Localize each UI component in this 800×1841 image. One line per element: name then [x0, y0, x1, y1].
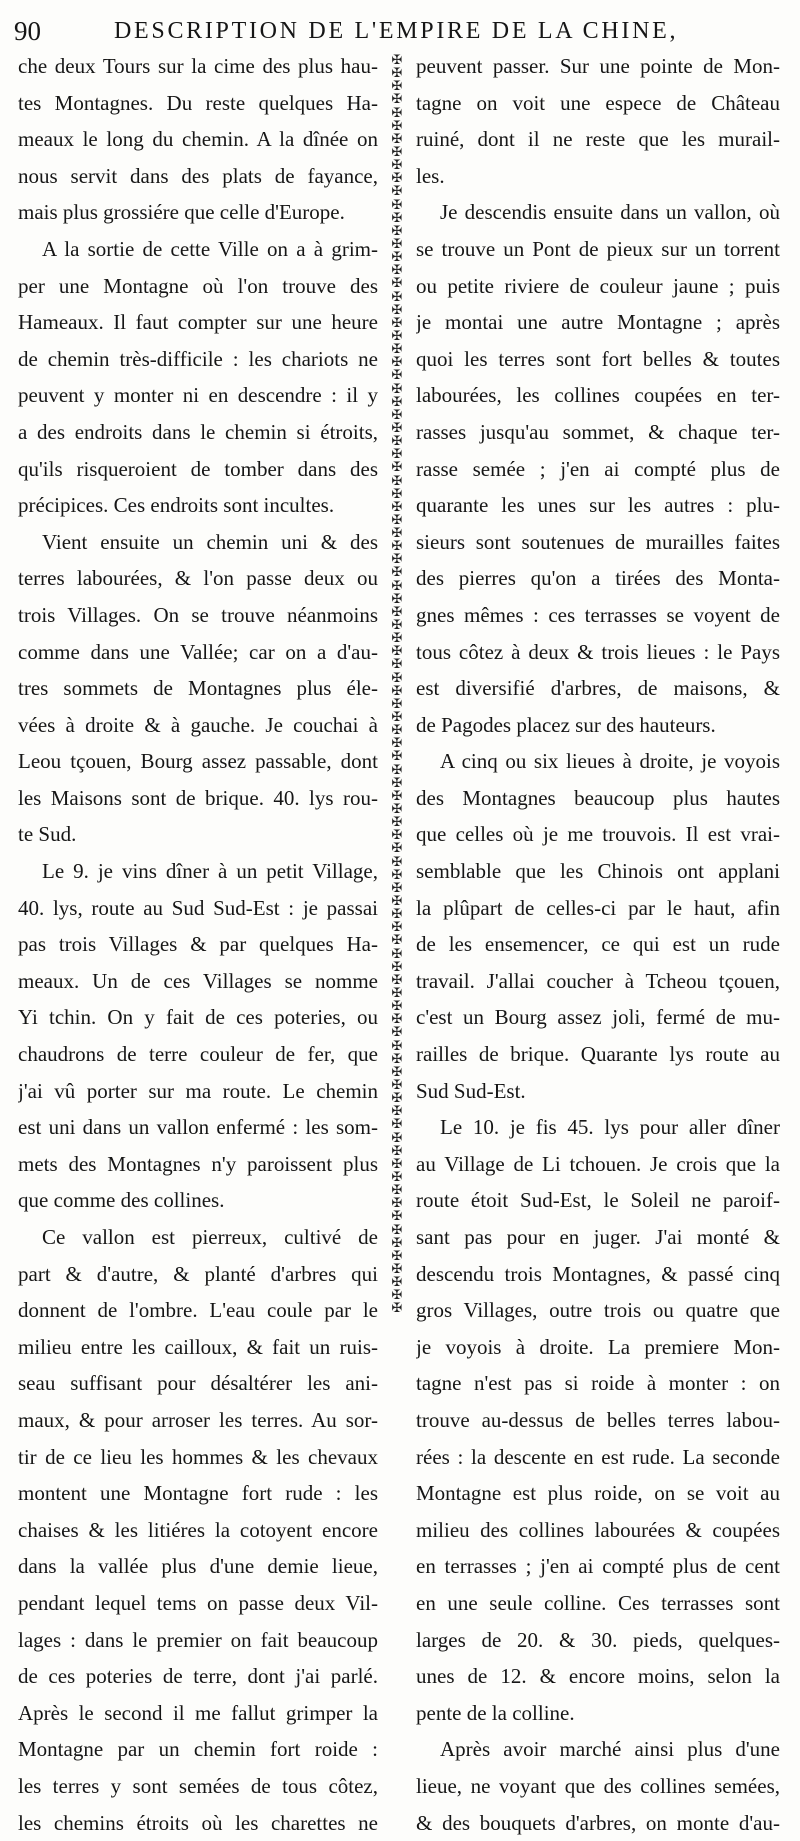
- text-line: Hameaux. Il faut compter sur une heure: [18, 304, 378, 341]
- text-line: gros Villages, outre trois ou quatre que: [416, 1292, 780, 1329]
- ornament-glyph: ✠: [386, 803, 408, 816]
- ornament-glyph: ✠: [386, 238, 408, 251]
- text-line: que celles où je me trouvois. Il est vrai-: [416, 816, 780, 853]
- ornament-glyph: ✠: [386, 225, 408, 238]
- ornament-glyph: ✠: [386, 1250, 408, 1263]
- ornament-glyph: ✠: [386, 1040, 408, 1053]
- ornament-glyph: ✠: [386, 369, 408, 382]
- text-line: tagne on voit une espece de Château: [416, 85, 780, 122]
- text-line: quoi les terres sont fort belles & toutes: [416, 341, 780, 378]
- ornament-glyph: ✠: [386, 356, 408, 369]
- ornament-glyph: ✠: [386, 685, 408, 698]
- text-line: milieu entre les cailloux, & fait un ruis-: [18, 1329, 378, 1366]
- text-line: milieu des collines labourées & coupées: [416, 1512, 780, 1549]
- ornament-glyph: ✠: [386, 264, 408, 277]
- ornament-glyph: ✠: [386, 869, 408, 882]
- ornament-glyph: ✠: [386, 343, 408, 356]
- text-line: maux, & pour arroser les terres. Au sor-: [18, 1402, 378, 1439]
- text-line: ou petite riviere de couleur jaune ; puis: [416, 268, 780, 305]
- ornament-glyph: ✠: [386, 750, 408, 763]
- ornament-glyph: ✠: [386, 1026, 408, 1039]
- text-line: che deux Tours sur la cime des plus hau-: [18, 48, 378, 85]
- text-line: larges de 20. & 30. pieds, quelques-: [416, 1622, 780, 1659]
- ornament-glyph: ✠: [386, 172, 408, 185]
- text-line: A cinq ou six lieues à droite, je voyois: [416, 743, 780, 780]
- ornament-glyph: ✠: [386, 1197, 408, 1210]
- text-line: Sud Sud-Est.: [416, 1073, 780, 1110]
- text-line: terres labourées, & l'on passe deux ou: [18, 560, 378, 597]
- text-line: tous côtez à deux & trois lieues : le Pays: [416, 634, 780, 671]
- right-text-column: [416, 48, 780, 1841]
- text-line: des Montagnes beaucoup plus hautes: [416, 780, 780, 817]
- ornament-glyph: ✠: [386, 658, 408, 671]
- ornament-glyph: ✠: [386, 1079, 408, 1092]
- text-line: montent une Montagne fort rude : les: [18, 1475, 378, 1512]
- ornament-glyph: ✠: [386, 882, 408, 895]
- text-line: sant pas pour en juger. J'ai monté &: [416, 1219, 780, 1256]
- ornament-glyph: ✠: [386, 448, 408, 461]
- text-line: tes Montagnes. Du reste quelques Ha-: [18, 85, 378, 122]
- text-line: meaux. Un de ces Villages se nomme: [18, 963, 378, 1000]
- ornament-glyph: ✠: [386, 1210, 408, 1223]
- ornament-glyph: ✠: [386, 488, 408, 501]
- text-line: est diversifié d'arbres, de maisons, &: [416, 670, 780, 707]
- ornament-glyph: ✠: [386, 593, 408, 606]
- ornament-glyph: ✠: [386, 422, 408, 435]
- text-line: labourées, les collines coupées en ter-: [416, 377, 780, 414]
- text-line: en une seule colline. Ces terrasses sont: [416, 1585, 780, 1622]
- ornament-glyph: ✠: [386, 974, 408, 987]
- ornament-glyph: ✠: [386, 1171, 408, 1184]
- text-line: Yi tchin. On y fait de ces poteries, ou: [18, 999, 378, 1036]
- ornament-glyph: ✠: [386, 816, 408, 829]
- ornament-glyph: ✠: [386, 409, 408, 422]
- ornament-glyph: ✠: [386, 291, 408, 304]
- ornament-glyph: ✠: [386, 921, 408, 934]
- text-line: Le 9. je vins dîner à un petit Village,: [18, 853, 378, 890]
- text-line: A la sortie de cette Ville on a à grim-: [18, 231, 378, 268]
- ornament-glyph: ✠: [386, 199, 408, 212]
- text-line: de Pagodes placez sur des hauteurs.: [416, 707, 780, 744]
- text-line: tir de ce lieu les hommes & les chevaux: [18, 1439, 378, 1476]
- text-line: des pierres qu'on a tirées des Monta-: [416, 560, 780, 597]
- text-line: tagne n'est pas si roide à monter : on: [416, 1365, 780, 1402]
- ornament-glyph: ✠: [386, 737, 408, 750]
- text-line: part & d'autre, & planté d'arbres qui: [18, 1256, 378, 1293]
- ornament-glyph: ✠: [386, 146, 408, 159]
- text-line: je montai une autre Montagne ; après: [416, 304, 780, 341]
- ornament-glyph: ✠: [386, 1000, 408, 1013]
- text-line: les terres y sont semées de tous côtez,: [18, 1768, 378, 1805]
- text-line: mets des Montagnes n'y paroissent plus: [18, 1146, 378, 1183]
- text-line: descendu trois Montagnes, & passé cinq: [416, 1256, 780, 1293]
- ornament-glyph: ✠: [386, 396, 408, 409]
- ornament-glyph: ✠: [386, 277, 408, 290]
- text-line: rasses jusqu'au sommet, & chaque ter-: [416, 414, 780, 451]
- text-line: & des bouquets d'arbres, on monte d'au-: [416, 1805, 780, 1841]
- ornament-glyph: ✠: [386, 895, 408, 908]
- text-line: Leou tçouen, Bourg assez passable, dont: [18, 743, 378, 780]
- text-line: les.: [416, 158, 780, 195]
- ornament-glyph: ✠: [386, 619, 408, 632]
- text-line: nous servit dans des plats de fayance,: [18, 158, 378, 195]
- text-line: chaudrons de terre couleur de fer, que: [18, 1036, 378, 1073]
- ornament-glyph: ✠: [386, 435, 408, 448]
- text-line: Montagne par un chemin fort roide :: [18, 1731, 378, 1768]
- text-line: meaux le long du chemin. A la dînée on: [18, 121, 378, 158]
- ornament-glyph: ✠: [386, 829, 408, 842]
- text-line: Je descendis ensuite dans un vallon, où: [416, 194, 780, 231]
- ornament-glyph: ✠: [386, 1276, 408, 1289]
- ornament-glyph: ✠: [386, 185, 408, 198]
- text-line: semblable que les Chinois ont applani: [416, 853, 780, 890]
- text-line: gnes mêmes : ces terrasses se voyent de: [416, 597, 780, 634]
- ornament-glyph: ✠: [386, 606, 408, 619]
- ornament-glyph: ✠: [386, 54, 408, 67]
- ornament-glyph: ✠: [386, 1092, 408, 1105]
- text-line: Après avoir marché ainsi plus d'une: [416, 1731, 780, 1768]
- text-line: se trouve un Pont de pieux sur un torrent: [416, 231, 780, 268]
- text-line: lieue, ne voyant que des collines semées,: [416, 1768, 780, 1805]
- ornament-glyph: ✠: [386, 251, 408, 264]
- text-line: pas trois Villages & par quelques Ha-: [18, 926, 378, 963]
- text-line: ruiné, dont il ne reste que les murail-: [416, 121, 780, 158]
- ornament-glyph: ✠: [386, 645, 408, 658]
- ornament-glyph: ✠: [386, 1145, 408, 1158]
- ornament-glyph: ✠: [386, 501, 408, 514]
- text-line: peuvent y monter ni en descendre : il y: [18, 377, 378, 414]
- ornament-glyph: ✠: [386, 842, 408, 855]
- ornament-glyph: ✠: [386, 1289, 408, 1302]
- text-line: j'ai vû porter sur ma route. Le chemin: [18, 1073, 378, 1110]
- text-line: rées : la descente en est rude. La seconde: [416, 1439, 780, 1476]
- ornament-glyph: ✠: [386, 159, 408, 172]
- ornament-glyph: ✠: [386, 948, 408, 961]
- text-line: donnent de l'ombre. L'eau coule par le: [18, 1292, 378, 1329]
- text-line: te Sud.: [18, 816, 378, 853]
- ornament-glyph: ✠: [386, 1237, 408, 1250]
- text-line: sieurs sont soutenues de murailles faites: [416, 524, 780, 561]
- ornament-glyph: ✠: [386, 317, 408, 330]
- text-line: de les ensemencer, ce qui est un rude: [416, 926, 780, 963]
- ornament-glyph: ✠: [386, 527, 408, 540]
- ornament-glyph: ✠: [386, 461, 408, 474]
- text-line: que comme des collines.: [18, 1182, 378, 1219]
- ornament-glyph: ✠: [386, 632, 408, 645]
- text-line: les Maisons sont de brique. 40. lys rou-: [18, 780, 378, 817]
- ornament-glyph: ✠: [386, 1013, 408, 1026]
- ornament-glyph: ✠: [386, 724, 408, 737]
- text-line: trouve au-dessus de belles terres labou-: [416, 1402, 780, 1439]
- text-line: railles de brique. Quarante lys route au: [416, 1036, 780, 1073]
- ornament-glyph: ✠: [386, 908, 408, 921]
- ornament-glyph: ✠: [386, 1066, 408, 1079]
- ornament-glyph: ✠: [386, 1132, 408, 1145]
- text-line: dans la vallée plus d'une demie lieue,: [18, 1548, 378, 1585]
- ornament-glyph: ✠: [386, 566, 408, 579]
- ornament-glyph: ✠: [386, 698, 408, 711]
- page-number: 90: [14, 16, 41, 47]
- ornament-glyph: ✠: [386, 540, 408, 553]
- ornament-glyph: ✠: [386, 93, 408, 106]
- text-line: pendant lequel tems on passe deux Vil-: [18, 1585, 378, 1622]
- text-line: de ces poteries de terre, dont j'ai parlé.: [18, 1658, 378, 1695]
- ornament-glyph: ✠: [386, 1105, 408, 1118]
- text-line: trois Villages. On se trouve néanmoins: [18, 597, 378, 634]
- ornament-glyph: ✠: [386, 856, 408, 869]
- text-line: Après le second il me fallut grimper la: [18, 1695, 378, 1732]
- text-line: comme dans une Vallée; car on a d'au-: [18, 634, 378, 671]
- ornament-glyph: ✠: [386, 1224, 408, 1237]
- text-line: rasse semée ; j'en ai compté plus de: [416, 451, 780, 488]
- ornament-glyph: ✠: [386, 1263, 408, 1276]
- text-line: seau suffisant pour désaltérer les ani-: [18, 1365, 378, 1402]
- ornament-glyph: ✠: [386, 711, 408, 724]
- text-line: tres sommets de Montagnes plus éle-: [18, 670, 378, 707]
- ornament-glyph: ✠: [386, 475, 408, 488]
- text-line: route étoit Sud-Est, le Soleil ne paroif-: [416, 1182, 780, 1219]
- text-line: mais plus grossiére que celle d'Europe.: [18, 194, 378, 231]
- text-line: la plûpart de celles-ci par le haut, afin: [416, 890, 780, 927]
- ornament-glyph: ✠: [386, 672, 408, 685]
- text-line: travail. J'allai coucher à Tcheou tçouen,: [416, 963, 780, 1000]
- ornament-glyph: ✠: [386, 514, 408, 527]
- text-line: c'est un Bourg assez joli, fermé de mu-: [416, 999, 780, 1036]
- text-line: Ce vallon est pierreux, cultivé de: [18, 1219, 378, 1256]
- ornament-glyph: ✠: [386, 212, 408, 225]
- text-line: de chemin très-difficile : les chariots ne: [18, 341, 378, 378]
- text-line: au Village de Li tchouen. Je crois que la: [416, 1146, 780, 1183]
- ornament-glyph: ✠: [386, 67, 408, 80]
- text-line: précipices. Ces endroits sont incultes.: [18, 487, 378, 524]
- ornament-glyph: ✠: [386, 1118, 408, 1131]
- text-line: Montagne est plus roide, on se voit au: [416, 1475, 780, 1512]
- ornament-glyph: ✠: [386, 1053, 408, 1066]
- text-line: Le 10. je fis 45. lys pour aller dîner: [416, 1109, 780, 1146]
- text-line: je voyois à droite. La premiere Mon-: [416, 1329, 780, 1366]
- text-line: vées à droite & à gauche. Je couchai à: [18, 707, 378, 744]
- text-line: Vient ensuite un chemin uni & des: [18, 524, 378, 561]
- ornament-glyph: ✠: [386, 777, 408, 790]
- text-line: a des endroits dans le chemin si étroits,: [18, 414, 378, 451]
- ornament-glyph: ✠: [386, 1158, 408, 1171]
- ornament-glyph: ✠: [386, 934, 408, 947]
- ornament-glyph: ✠: [386, 80, 408, 93]
- ornament-glyph: ✠: [386, 987, 408, 1000]
- text-line: pente de la colline.: [416, 1695, 780, 1732]
- text-line: chaises & les litiéres la cotoyent encore: [18, 1512, 378, 1549]
- ornament-glyph: ✠: [386, 1184, 408, 1197]
- text-line: en terrasses ; j'en ai compté plus de cent: [416, 1548, 780, 1585]
- running-title: DESCRIPTION DE L'EMPIRE DE LA CHINE,: [114, 18, 678, 45]
- text-line: est uni dans un vallon enfermé : les som-: [18, 1109, 378, 1146]
- text-line: peuvent passer. Sur une pointe de Mon-: [416, 48, 780, 85]
- text-line: per une Montagne où l'on trouve des: [18, 268, 378, 305]
- ornament-glyph: ✠: [386, 764, 408, 777]
- ornamental-column-divider: [386, 54, 408, 1316]
- ornament-glyph: ✠: [386, 120, 408, 133]
- text-line: 40. lys, route au Sud Sud-Est : je passai: [18, 890, 378, 927]
- text-line: unes de 12. & encore moins, selon la: [416, 1658, 780, 1695]
- ornament-glyph: ✠: [386, 304, 408, 317]
- ornament-glyph: ✠: [386, 107, 408, 120]
- text-line: qu'ils risqueroient de tomber dans des: [18, 451, 378, 488]
- left-text-column: [18, 48, 378, 1841]
- ornament-glyph: ✠: [386, 330, 408, 343]
- ornament-glyph: ✠: [386, 790, 408, 803]
- ornament-glyph: ✠: [386, 580, 408, 593]
- ornament-glyph: ✠: [386, 961, 408, 974]
- text-line: lages : dans le premier on fait beaucoup: [18, 1622, 378, 1659]
- ornament-glyph: ✠: [386, 383, 408, 396]
- ornament-glyph: ✠: [386, 133, 408, 146]
- text-line: les chemins étroits où les charettes ne: [18, 1805, 378, 1841]
- ornament-glyph: ✠: [386, 553, 408, 566]
- text-line: quarante les unes sur les autres : plu-: [416, 487, 780, 524]
- ornament-glyph: ✠: [386, 1302, 408, 1315]
